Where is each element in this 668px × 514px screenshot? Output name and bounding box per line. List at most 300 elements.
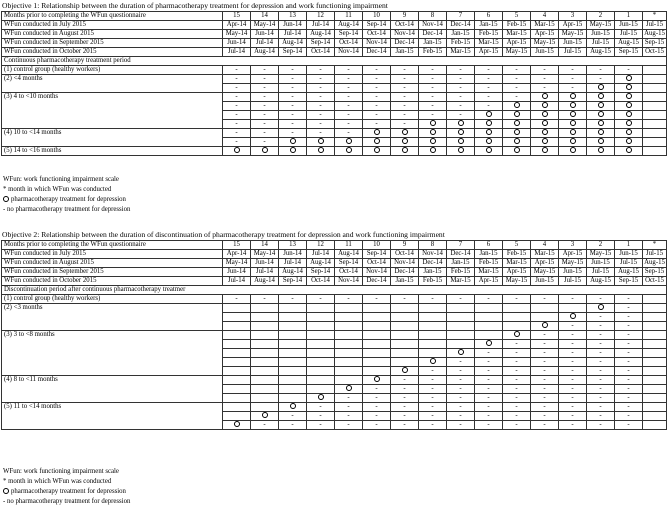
table-cell: - [251, 138, 279, 147]
table-cell [251, 304, 279, 313]
table-cell [279, 394, 307, 403]
table-cell [531, 304, 559, 313]
treatment-cell [363, 129, 391, 138]
table-cell: - [587, 66, 615, 75]
treatment-cell [251, 147, 279, 156]
circle-icon [542, 111, 548, 117]
treatment-cell [559, 313, 587, 322]
date-cell: Oct-14 [391, 21, 419, 30]
table-cell [279, 304, 307, 313]
column-header: 15 [223, 12, 251, 21]
legend-line [3, 175, 130, 185]
date-cell: Mar-15 [503, 30, 531, 39]
treatment-cell [363, 138, 391, 147]
date-cell: Dec-14 [447, 21, 475, 30]
table-cell [279, 331, 307, 340]
table-cell: - [279, 111, 307, 120]
table-cell: - [615, 412, 643, 421]
legend-line [3, 467, 130, 477]
table-cell: - [587, 322, 615, 331]
date-cell: May-14 [251, 21, 279, 30]
legend-line [3, 185, 130, 195]
table-cell: - [419, 394, 447, 403]
date-cell: Sep-14 [335, 30, 363, 39]
section-row [2, 286, 667, 295]
table-cell [335, 367, 363, 376]
table-cell: - [223, 111, 251, 120]
table-cell: - [363, 66, 391, 75]
circle-icon [234, 147, 240, 153]
table-cell: - [559, 376, 587, 385]
date-cell: Sep-14 [279, 277, 307, 286]
table-cell: - [307, 111, 335, 120]
treatment-cell [615, 129, 643, 138]
table-cell: - [391, 111, 419, 120]
circle-icon [486, 129, 492, 135]
date-cell: Sep-15 [643, 268, 667, 277]
table-cell [391, 313, 419, 322]
table-cell: - [503, 358, 531, 367]
table-cell: - [419, 376, 447, 385]
date-cell: Sep-14 [335, 259, 363, 268]
table-cell [419, 349, 447, 358]
table-cell: - [419, 367, 447, 376]
table-cell: - [251, 75, 279, 84]
date-cell: Jan-15 [447, 259, 475, 268]
circle-icon [542, 129, 548, 135]
table-cell: - [559, 349, 587, 358]
table-cell [335, 358, 363, 367]
treatment-cell [587, 102, 615, 111]
treatment-cell [559, 93, 587, 102]
table-cell [279, 322, 307, 331]
circle-icon [458, 349, 464, 355]
circle-icon [626, 93, 632, 99]
date-row [2, 48, 667, 57]
date-cell: May-15 [503, 48, 531, 57]
column-header: 3 [559, 241, 587, 250]
legend-text: * month in which WFun was conducted [3, 478, 112, 485]
header-row [2, 241, 667, 250]
table-cell: - [307, 120, 335, 129]
table-cell [223, 403, 251, 412]
date-cell: May-15 [531, 268, 559, 277]
table-cell: - [251, 129, 279, 138]
table-cell: - [279, 129, 307, 138]
date-row-label: WFun conducted in August 2015 [2, 259, 223, 268]
date-cell: Jan-15 [419, 268, 447, 277]
table-cell [251, 313, 279, 322]
table-cell: - [475, 367, 503, 376]
treatment-cell [475, 138, 503, 147]
circle-icon [542, 102, 548, 108]
date-cell: Jun-14 [279, 250, 307, 259]
table-cell [335, 331, 363, 340]
circle-icon [626, 147, 632, 153]
table-cell: - [419, 102, 447, 111]
date-cell: Aug-15 [644, 259, 665, 266]
table-cell: - [475, 358, 503, 367]
table-cell: - [531, 340, 559, 349]
objective2-table [1, 240, 667, 430]
table-cell [307, 358, 335, 367]
current-month-cell [643, 367, 667, 376]
table-cell [419, 340, 447, 349]
date-cell: Aug-15 [587, 48, 615, 57]
table-cell: - [615, 403, 643, 412]
circle-icon [542, 322, 548, 328]
table-cell [251, 403, 279, 412]
date-cell: Oct-14 [307, 277, 335, 286]
date-cell: Apr-14 [223, 21, 251, 30]
column-header: 12 [307, 241, 335, 250]
treatment-cell [363, 147, 391, 156]
table-cell: - [531, 358, 559, 367]
objective2-title: Objective 2: Relationship between the duration of discontinuation of pharmacotherapy treatment for depression and work functioning impairment [2, 230, 445, 239]
treatment-cell [391, 129, 419, 138]
table-cell: - [391, 295, 419, 304]
table-cell: - [335, 93, 363, 102]
treatment-cell [531, 322, 559, 331]
date-row-label: WFun conducted in July 2015 [2, 250, 223, 259]
table-cell: - [307, 66, 335, 75]
table-cell: - [391, 93, 419, 102]
table-cell [559, 304, 587, 313]
column-header: 6 [475, 12, 503, 21]
date-cell: Sep-15 [615, 48, 643, 57]
date-cell: Jun-15 [615, 250, 643, 259]
table-cell: - [587, 340, 615, 349]
circle-icon [430, 358, 436, 364]
date-cell: Dec-14 [391, 39, 419, 48]
table-cell: - [587, 75, 615, 84]
date-cell: May-15 [531, 39, 559, 48]
table-cell: - [223, 102, 251, 111]
table-cell: - [615, 304, 643, 313]
table-cell: - [447, 376, 475, 385]
date-cell: Aug-14 [251, 48, 279, 57]
circle-icon [570, 93, 576, 99]
table-cell: - [223, 129, 251, 138]
table-cell [447, 304, 475, 313]
table-cell: - [223, 84, 251, 93]
group-label: (1) control group (healthy workers) [2, 295, 223, 304]
circle-icon [626, 102, 632, 108]
current-month-cell [643, 66, 667, 75]
treatment-cell [615, 102, 643, 111]
table-cell: - [559, 340, 587, 349]
table-cell: - [223, 138, 251, 147]
table-cell: - [447, 295, 475, 304]
circle-icon [374, 376, 380, 382]
group-row [2, 66, 667, 75]
table-cell: - [251, 66, 279, 75]
treatment-cell [587, 84, 615, 93]
date-cell: Nov-14 [419, 21, 447, 30]
group-row [2, 93, 667, 102]
treatment-cell [531, 138, 559, 147]
circle-icon [318, 147, 324, 153]
date-cell: Oct-14 [363, 30, 391, 39]
table-cell [279, 349, 307, 358]
group-label: (1) control group (healthy workers) [2, 66, 223, 75]
table-cell [223, 385, 251, 394]
date-cell: Dec-14 [363, 48, 391, 57]
treatment-cell [475, 120, 503, 129]
header-label: Months prior to completing the WFun questionnaire [2, 12, 223, 21]
date-cell: Jul-14 [279, 30, 307, 39]
date-row-label: WFun conducted in September 2015 [2, 268, 223, 277]
group-label: (3) 3 to <8 months [2, 331, 223, 376]
date-cell: May-14 [223, 259, 251, 268]
date-cell: Mar-15 [503, 259, 531, 268]
legend-line [3, 195, 130, 205]
table-cell [391, 331, 419, 340]
table-cell: - [587, 331, 615, 340]
circle-icon [486, 111, 492, 117]
table-cell: - [335, 84, 363, 93]
table-cell: - [335, 403, 363, 412]
date-cell: Jun-15 [531, 277, 559, 286]
date-cell: May-15 [559, 259, 587, 268]
circle-icon [598, 147, 604, 153]
column-header: 8 [419, 12, 447, 21]
date-cell: Jun-14 [223, 39, 251, 48]
table-cell: - [447, 421, 475, 430]
table-cell: - [307, 93, 335, 102]
date-cell: Dec-14 [447, 250, 475, 259]
table-cell: - [615, 66, 643, 75]
table-cell [307, 349, 335, 358]
date-row [2, 21, 667, 30]
date-cell: Apr-15 [503, 39, 531, 48]
circle-icon [458, 147, 464, 153]
date-cell: Oct-15 [643, 277, 667, 286]
date-cell: Feb-15 [475, 259, 503, 268]
date-cell: Jul-15 [643, 21, 667, 30]
table-cell [223, 313, 251, 322]
table-cell [251, 394, 279, 403]
treatment-cell [419, 129, 447, 138]
table-cell [419, 331, 447, 340]
circle-icon [598, 111, 604, 117]
column-header: 13 [279, 241, 307, 250]
date-cell: Feb-15 [447, 39, 475, 48]
table-cell: - [335, 102, 363, 111]
legend-text: WFun: work functioning impairment scale [3, 176, 119, 183]
circle-icon [262, 147, 268, 153]
circle-icon [514, 111, 520, 117]
date-row [2, 250, 667, 259]
date-cell: Oct-14 [363, 259, 391, 268]
circle-icon [430, 129, 436, 135]
current-month-cell [643, 358, 667, 367]
section-label: Discontinuation period after continuous pharmacotherapy treatmer [2, 286, 667, 295]
table-cell: - [447, 93, 475, 102]
table-cell [475, 322, 503, 331]
date-cell: Jul-14 [307, 250, 335, 259]
treatment-cell [559, 138, 587, 147]
table-cell: - [279, 120, 307, 129]
table-cell [251, 358, 279, 367]
date-cell: Oct-14 [307, 48, 335, 57]
table-cell: - [503, 367, 531, 376]
table-cell: - [307, 129, 335, 138]
treatment-cell [587, 111, 615, 120]
table-cell [279, 385, 307, 394]
table-cell [251, 322, 279, 331]
treatment-cell [559, 120, 587, 129]
group-label: (2) <4 months [2, 75, 223, 93]
treatment-cell [335, 147, 363, 156]
table-cell [363, 358, 391, 367]
date-cell: Jan-15 [391, 48, 419, 57]
table-cell: - [251, 111, 279, 120]
date-cell: Jan-15 [475, 250, 503, 259]
table-cell [475, 313, 503, 322]
group-row [2, 129, 667, 138]
treatment-cell [587, 129, 615, 138]
date-cell: Jan-15 [475, 21, 503, 30]
circle-icon [542, 93, 548, 99]
table-cell [363, 322, 391, 331]
table-cell [307, 304, 335, 313]
table-cell: - [587, 349, 615, 358]
treatment-cell [391, 367, 419, 376]
date-cell: Dec-14 [391, 268, 419, 277]
date-cell: Jul-15 [587, 268, 615, 277]
table-cell [223, 358, 251, 367]
current-month-cell [643, 421, 667, 430]
table-cell [307, 385, 335, 394]
table-cell: - [335, 111, 363, 120]
table-cell: - [419, 421, 447, 430]
objective1-title: Objective 1: Relationship between the duration of pharmacotherapy treatment for depression and work functioning impairment [2, 1, 388, 10]
treatment-cell [363, 376, 391, 385]
current-month-cell [643, 304, 667, 313]
date-cell: Jun-14 [279, 21, 307, 30]
circle-icon [402, 129, 408, 135]
table-cell: - [223, 120, 251, 129]
date-cell: Jul-14 [307, 21, 335, 30]
date-cell: Feb-15 [503, 250, 531, 259]
circle-icon [458, 138, 464, 144]
table-cell: - [615, 340, 643, 349]
date-cell: Aug-15 [615, 268, 643, 277]
table-cell: - [391, 120, 419, 129]
table-cell: - [363, 84, 391, 93]
date-cell: Mar-15 [475, 39, 503, 48]
date-cell: Apr-14 [223, 250, 251, 259]
current-month-cell [643, 340, 667, 349]
table-cell: - [503, 349, 531, 358]
treatment-cell [447, 120, 475, 129]
date-cell: Jul-14 [251, 39, 279, 48]
treatment-cell [531, 111, 559, 120]
circle-icon [430, 120, 436, 126]
table-cell: - [363, 75, 391, 84]
date-cell: Jul-14 [223, 48, 251, 57]
table-cell: - [391, 84, 419, 93]
treatment-cell [223, 421, 251, 430]
table-cell: - [587, 313, 615, 322]
date-cell: Jul-15 [643, 250, 667, 259]
date-cell: Jan-15 [447, 30, 475, 39]
date-cell: Oct-15 [643, 48, 667, 57]
date-cell: Jun-14 [223, 268, 251, 277]
date-cell: Feb-15 [419, 48, 447, 57]
table-cell: - [279, 412, 307, 421]
column-header: 3 [559, 12, 587, 21]
table-cell [363, 340, 391, 349]
circle-icon [290, 403, 296, 409]
treatment-cell [475, 340, 503, 349]
date-cell: Jul-15 [615, 259, 643, 268]
table-cell: - [391, 66, 419, 75]
treatment-cell [587, 120, 615, 129]
current-month-cell [643, 120, 667, 129]
table-cell [391, 322, 419, 331]
table-cell: - [279, 66, 307, 75]
table-cell: - [503, 295, 531, 304]
treatment-cell [503, 331, 531, 340]
group-label: (5) 11 to <14 months [2, 403, 223, 430]
table-cell [391, 358, 419, 367]
treatment-cell [279, 147, 307, 156]
table-cell: - [251, 421, 279, 430]
table-cell: - [335, 129, 363, 138]
table-cell: - [419, 111, 447, 120]
table-cell [279, 313, 307, 322]
table-cell [307, 322, 335, 331]
treatment-cell [531, 147, 559, 156]
treatment-cell [279, 403, 307, 412]
group-row [2, 376, 667, 385]
date-cell: Oct-14 [391, 250, 419, 259]
table-cell: - [223, 75, 251, 84]
circle-icon [3, 488, 9, 494]
table-cell: - [503, 93, 531, 102]
legend-line [3, 205, 130, 215]
current-month-cell [643, 313, 667, 322]
date-cell: Jul-15 [559, 277, 587, 286]
treatment-cell [615, 111, 643, 120]
table-cell [307, 376, 335, 385]
date-cell: May-15 [559, 30, 587, 39]
date-cell: Mar-15 [531, 250, 559, 259]
date-cell: Nov-14 [419, 250, 447, 259]
circle-icon [318, 138, 324, 144]
table-cell [223, 340, 251, 349]
table-cell [223, 412, 251, 421]
table-cell: - [475, 66, 503, 75]
table-cell [503, 322, 531, 331]
current-month-cell [643, 403, 667, 412]
date-row-label: WFun conducted in September 2015 [2, 39, 223, 48]
table-cell: - [475, 421, 503, 430]
date-cell: Dec-14 [419, 259, 447, 268]
table-cell [475, 304, 503, 313]
table-cell [419, 304, 447, 313]
treatment-cell [335, 385, 363, 394]
table-cell: - [307, 421, 335, 430]
circle-icon [346, 385, 352, 391]
table-cell [363, 313, 391, 322]
table-cell: - [391, 102, 419, 111]
circle-icon [570, 138, 576, 144]
treatment-cell [531, 93, 559, 102]
date-row [2, 30, 667, 39]
